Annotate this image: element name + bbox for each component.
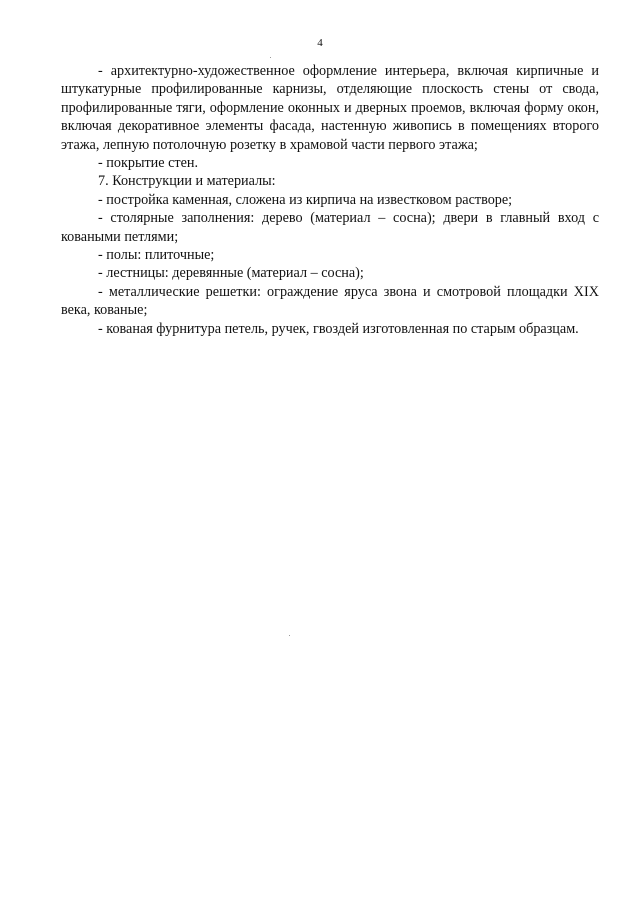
paragraph-stairs: - лестницы: деревянные (материал – сосна); xyxy=(98,265,364,282)
scan-speck xyxy=(270,57,271,58)
document-body xyxy=(61,62,599,338)
paragraph-wall-covering: - покрытие стен. xyxy=(98,155,199,172)
paragraph-interior-decoration: - архитектурно-художественное оформление интерьера, включая кирпичные и штукатурные профилированные карнизы, отделяющие плоскость стены от свода, профилированные тяги, оформление оконных и дверных проемов, включая форму окон, включая декоративное элементы фасада, настенную живопись в помещениях второго этажа, лепную потолочную розетку в храмовой части первого этажа; xyxy=(61,63,599,153)
scan-speck xyxy=(289,635,290,636)
paragraph-metal-grilles: - металлические решетки: ограждение яруса звона и смотровой площадки XIX века, кованые; xyxy=(61,283,599,319)
section-heading-constructions-materials: 7. Конструкции и материалы: xyxy=(98,173,276,190)
page-number: 4 xyxy=(317,37,323,49)
paragraph-floors: - полы: плиточные; xyxy=(98,247,215,264)
paragraph-joinery: - столярные заполнения: дерево (материал – сосна); двери в главный вход с коваными петлями; xyxy=(61,210,599,245)
paragraph-forged-hardware: - кованая фурнитура петель, ручек, гвоздей изготовленная по старым образцам. xyxy=(98,320,579,337)
paragraph-masonry: - постройка каменная, сложена из кирпича на известковом растворе; xyxy=(98,191,513,208)
